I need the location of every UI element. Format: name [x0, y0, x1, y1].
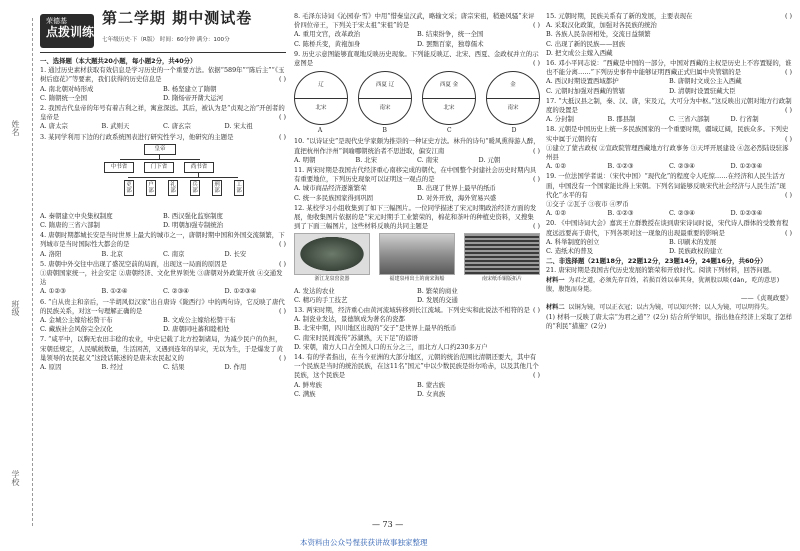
q8-option-b: B. 结束纷争，统一全国 — [417, 30, 484, 39]
q7-stem: 7. “咸平中，以胸无农田丰稔的农业，中史记载了北方控制诸局，为减少民户的负担，宋朝廷规定，人民赋税数量，生活困苦，又遇到连年的旱灾，无以为生，于是爆发了黄巢领导的农民起义”这段话陈述的是唐末农民起义的 — [40, 335, 283, 362]
q18-option-a: A. ①② — [546, 162, 567, 171]
q9-stem: 9. 历史示意图能够直观地反映历史现象。下列能反映辽、北宋、西夏、金政权并立的示意图是 — [294, 49, 539, 68]
q1-option-d: D. 隋炀帝开凿大运河 — [163, 93, 224, 102]
q21-material-1-source: ——《贞观政要》 — [740, 294, 792, 303]
q16-option-c: C. 元朝时加强对西藏的管辖 — [546, 86, 626, 95]
q14-option-b: B. 蒙古族 — [417, 380, 445, 389]
q3-option-a: A. 秦朝建立中央集权制度 — [40, 211, 113, 220]
q6-answer-slot: ( ) — [278, 306, 286, 315]
q3-stem: 3. 某同学利用下边的行政系统图表进行研究性学习，他研究的主题是 — [40, 132, 234, 141]
q9-d-bottom: 南宋 — [507, 105, 519, 112]
q20-option-c: C. 造纸术的普及 — [546, 247, 594, 256]
q17-option-a: A. 分封制 — [546, 115, 574, 124]
q12-caption-1: 浙江龙泉窑瓷器 — [314, 276, 350, 283]
q4-answer-slot: ( ) — [278, 240, 286, 249]
q19-option-b: B. ①②③ — [607, 209, 634, 218]
question-5 — [40, 260, 286, 297]
q14-option-c: C. 满族 — [294, 389, 316, 398]
q4-stem: 4. 唐朝时期都城长安是当时世界上最大的城市之一，唐朝时期中国和外国交流频繁，下列城市是当时国际性大都会的是 — [40, 231, 285, 249]
q13-option-d: D. 宋朝，南方人口占全国人口的五分之三，而北方人口约230多万户 — [294, 342, 488, 351]
question-8 — [294, 12, 540, 49]
q13-option-c: C. 南宋时民间流传“苏湖熟，天下足”的谚语 — [294, 333, 418, 342]
q21-material-2-text: 以铜为镜，可以正衣冠；以古为镜，可以知兴替；以人为镜，可以明得失。 — [568, 304, 773, 312]
q18-answer-slot: ( ) — [784, 134, 792, 143]
diagram-shangshu-box: 尚书省 — [184, 162, 214, 173]
q18-option-c: C. ②③④ — [669, 162, 695, 171]
q14-stem: 14. 有的学者指出，在当今亚洲的大部分地区，元朝的统治范围比清朝还要大，其中有一个民族是当时的统治民族，在这11名“国元”中以少数民族是纷尔哈赤，以及其他几个民族，这个民族是 — [294, 353, 539, 380]
q4-option-b: B. 北京 — [101, 249, 124, 258]
q9-d-top: 金 — [510, 82, 516, 89]
q20-option-a: A. 科举制度的创立 — [546, 237, 600, 246]
q17-option-b: B. 郡县制 — [607, 115, 636, 124]
q3-admin-system-diagram — [40, 144, 286, 210]
q3-option-d: D. 明朝加强专制统治 — [163, 221, 224, 230]
diagram-gongbu-box: 工部 — [234, 180, 244, 196]
question-21 — [546, 266, 792, 330]
q10-answer-slot: ( ) — [532, 146, 540, 155]
ancient-ship-image — [379, 233, 455, 275]
q19-option-a: A. ①② — [546, 209, 567, 218]
q20-answer-slot: ( ) — [784, 228, 792, 237]
q6-stem: 6. “自从贵主和亲后，一半胡风似汉家”出自唐诗《陇西行》中的两句诗，它反映了唐代的民族关系，对这一句理解正确的是 — [40, 297, 285, 315]
q5-option-b: B. ①②④ — [101, 287, 128, 296]
q7-answer-slot: ( ) — [278, 353, 286, 362]
q4-option-d: D. 长安 — [224, 249, 247, 258]
q1-option-c: C. 隋朝统一全国 — [40, 93, 88, 102]
q12-option-a: A. 发达的农业 — [294, 286, 335, 295]
q16-stem: 16. 邓小平同志说：“西藏是中国的一部分，中国对西藏的主权是历史上不容置疑的，谁也不能分离……”下列历史事件中能够证明西藏正式归属中央管辖的是 — [546, 59, 792, 77]
q18-option-d: D. ①②③④ — [730, 162, 763, 171]
q2-option-d: D. 宋太祖 — [224, 122, 253, 131]
q19-option-d: D. ①②③④ — [730, 209, 763, 218]
q8-option-a: A. 重用文官，改革政治 — [294, 30, 361, 39]
q10-option-d: D. 元朝 — [478, 155, 501, 164]
q11-option-c: C. 统一多民族国家得到巩固 — [294, 193, 374, 202]
q16-option-d: D. 清朝时设置驻藏大臣 — [669, 86, 736, 95]
q21-subquestion-1: (1) 材料一反映了唐太宗“为君之道”？(2分) 结合所学知识，指出他在经济上采取了怎样的“利民”措施？(2分) — [546, 312, 792, 330]
q15-answer-slot: ( ) — [784, 12, 792, 20]
q8-answer-slot: ( ) — [532, 21, 540, 30]
q11-option-b: B. 出现了世界上最早的纸币 — [417, 184, 497, 193]
q17-answer-slot: ( ) — [784, 106, 792, 115]
q10-option-c: C. 南宋 — [417, 155, 439, 164]
diagram-hubu-box: 户部 — [146, 180, 156, 196]
q7-option-c: C. 结果 — [163, 363, 185, 372]
question-19 — [546, 172, 792, 218]
q9-b-bottom: 南宋 — [379, 105, 391, 112]
question-14 — [294, 353, 540, 399]
footer-note: 本资料由公众号惺获获讲故事独家整理 — [300, 538, 428, 547]
diagram-libu2-box: 礼部 — [168, 180, 178, 196]
question-20 — [546, 219, 792, 256]
diagram-line — [128, 177, 238, 178]
q11-answer-slot: ( ) — [532, 175, 540, 184]
q15-stem: 15. 元朝时期，民族关系有了新的发展，主要表现在 — [546, 12, 693, 20]
column-right — [546, 12, 792, 332]
q9-c-bottom: 北宋 — [443, 105, 455, 112]
q7-option-a: A. 原因 — [40, 363, 62, 372]
q18-option-b: B. ①②③ — [607, 162, 634, 171]
q9-c-top: 西夏 金 — [439, 82, 459, 89]
q12-stem: 12. 某校学习小组收集到了如下三幅图片。一位同学描述了宋元时期政治经济方面的发展，他收集图片依据的是“宋元时期手工业繁荣的，棉花和茶叶的种植史资料，又搜集到了下面三幅图片，这些材料反映的共同主题是 — [294, 203, 537, 231]
binding-line — [32, 18, 33, 526]
q5-option-d: D. ①②③④ — [224, 287, 257, 296]
q15-option-b: B. 各族人民杂居相处，交流日益频繁 — [546, 30, 651, 39]
q19-option-c: C. ②③④ — [669, 209, 695, 218]
q3-option-b: B. 西汉强化监察制度 — [163, 211, 223, 220]
q7-option-b: B. 经过 — [101, 363, 124, 372]
celadon-bowl-image — [294, 233, 370, 275]
q1-option-b: B. 杨坚建立了隋朝 — [163, 84, 217, 93]
q10-option-b: B. 北宋 — [355, 155, 378, 164]
q3-option-c: C. 隋唐的三省六部制 — [40, 221, 100, 230]
q2-stem: 2. 我国古代皇帝的年号有着吉利之祥，寓意深远。其后，被认为是“贞观之治”开创者的皇帝是 — [40, 104, 285, 122]
q11-option-d: D. 对外开放，海外贸易兴盛 — [417, 193, 497, 202]
q11-stem: 11. 两宋时期是我国古代经济重心南移完成的朝代，在中国整个封建社会历史时期内具有重要地位，下列历史现象可以证明这一观点的是 — [294, 166, 537, 184]
q9-label-d: D — [511, 127, 517, 135]
question-13 — [294, 306, 540, 352]
q9-b-top: 西夏 辽 — [375, 82, 395, 89]
q15-option-c: C. 出现了新的民族——回族 — [546, 39, 626, 48]
q12-picture-ship — [379, 233, 455, 284]
question-1 — [40, 66, 286, 103]
question-3 — [40, 133, 286, 231]
q20-option-d: D. 民族政权的建立 — [669, 247, 723, 256]
q3-answer-slot: ( ) — [278, 132, 286, 141]
q9-diagram-d — [486, 71, 540, 125]
diagram-emperor-box: 皇帝 — [144, 144, 176, 155]
q12-caption-2: 福建泉州出土的南宋海船 — [389, 276, 445, 283]
section-1-heading: 一、选择题（本大题共20小题，每小题2分，共40分） — [40, 57, 197, 65]
q21-material-1-text: 为君之道，必须先存百姓，若损百姓以奉其身，犹割股以啖(dàn, 吃的意思)腹，腹饱而身毙。 — [546, 276, 780, 293]
q14-option-a: A. 鲜卑族 — [294, 380, 322, 389]
question-6 — [40, 298, 286, 335]
q4-option-a: A. 洛阳 — [40, 249, 62, 258]
q18-stem: 18. 元朝是中国历史上统一多民族国家的一个重要时期，疆域辽阔，民族众多。下列史实中属于元朝的有 — [546, 125, 789, 143]
q16-option-a: A. 西汉时期设置西域都护 — [546, 77, 619, 86]
q12-caption-3: 南宋纸币铜版拓片 — [481, 276, 522, 283]
school-label: 学校 — [11, 470, 20, 486]
q1-stem: 1. 通过历史素材获取有效信息是学习历史的一个重要方法。依据“589年”“陈后主”“《玉树后庭花》”等要素，我们获得的历史信息是 — [40, 66, 285, 84]
q8-option-d: D. 罢黜百家，独尊儒术 — [417, 39, 484, 48]
q13-stem: 13. 两宋时期，经济重心由黄河流域转移到长江流域。下列史实和此说法不相符的是 — [294, 306, 530, 315]
publisher-logo — [40, 14, 94, 48]
q2-option-b: B. 武则天 — [101, 122, 130, 131]
q10-stem: 10. “以诗证史”是现代史学家颇为推崇的一种证史方法。林升的诗句“暖风熏得游人醉，直把杭州作汴州”讽喻哪朝统治者不思进取，偏安江南 — [294, 137, 540, 155]
question-17 — [546, 97, 792, 125]
q6-option-b: B. 文成公主嫁给松赞干布 — [163, 316, 236, 325]
q17-option-d: D. 行省制 — [730, 115, 759, 124]
q2-option-c: C. 唐玄宗 — [163, 122, 191, 131]
q15-option-d: D. 把文成公主嫁入西藏 — [546, 48, 613, 57]
q6-option-a: A. 金城公主嫁给松赞干布 — [40, 316, 113, 325]
exam-subtitle: 七年级历史·下（R版） 时间：60分钟 满分：100分 — [102, 37, 230, 43]
question-7 — [40, 335, 286, 372]
q13-answer-slot: ( ) — [532, 306, 540, 315]
q9-label-c: C — [447, 127, 452, 135]
q1-answer-slot: ( ) — [278, 75, 286, 84]
question-11 — [294, 166, 540, 203]
q2-option-a: A. 唐太宗 — [40, 122, 68, 131]
q19-items: ①交子 ②瓦子 ③夜市 ④罗币 — [546, 200, 629, 209]
q20-option-b: B. 印刷术的发展 — [669, 237, 717, 246]
q9-diagram-a — [294, 71, 348, 125]
q9-diagram-c — [422, 71, 476, 125]
class-label: 班级 — [11, 300, 20, 316]
q13-option-b: B. 北宋中期，四川地区出现的“交子”是世界上最早的纸币 — [294, 324, 457, 333]
diagram-menxia-box: 门下省 — [144, 162, 174, 173]
q7-option-d: D. 作用 — [224, 363, 247, 372]
binding-margin — [0, 0, 38, 551]
q20-stem: 20. 《中国诗词大会》嘉宾王立群教授在谈到唐宋诗词时说，宋代诗人群体的受教育程度远远要高于唐代，下列各项对这一现象的出现最重要的影响是 — [546, 219, 789, 237]
q15-option-a: A. 采取汉化政策，加强对各民族的统治 — [546, 21, 657, 30]
question-4 — [40, 231, 286, 259]
q9-regime-diagrams — [294, 71, 540, 125]
q16-answer-slot: ( ) — [784, 68, 792, 77]
q21-stem: 21. 唐宋时期是我国古代历史发展的繁荣和开放时代。阅读下列材料，回答问题。 — [546, 266, 776, 275]
q4-option-c: C. 南京 — [163, 249, 185, 258]
logo-main-text: 点拨训练 — [46, 25, 95, 39]
diagram-libu-box: 吏部 — [124, 180, 134, 196]
q21-material-2-label: 材料二 — [546, 304, 565, 312]
q13-option-a: A. 制瓷业发达，景德镇成为著名的瓷都 — [294, 315, 405, 324]
question-18 — [546, 125, 792, 171]
section-2-heading: 二、非选择题（21题18分，22题12分，23题14分，24题16分，共60分） — [546, 257, 767, 266]
q5-items: ①唐朝国家统一，社会安定 ②唐朝经济、文化世界领先 ③唐朝对外政策开放 ④交通发达 — [40, 269, 283, 287]
q11-option-a: A. 城市商品经济逐渐繁荣 — [294, 184, 367, 193]
question-2 — [40, 104, 286, 132]
paper-money-plate-image — [464, 233, 540, 275]
name-label: 姓名 — [11, 120, 20, 136]
q14-option-d: D. 女真族 — [417, 389, 446, 398]
q12-pictures — [294, 233, 540, 284]
page-number: — 73 — — [372, 520, 404, 529]
q21-material-1-label: 材料一 — [546, 276, 565, 284]
q9-diagram-b — [358, 71, 412, 125]
column-left — [40, 9, 286, 373]
q9-a-bottom: 北宋 — [315, 105, 327, 112]
q16-option-b: B. 唐朝时文成公主入西藏 — [669, 77, 742, 86]
question-16 — [546, 59, 792, 96]
q6-option-d: D. 唐朝同吐蕃和睦相处 — [163, 325, 230, 334]
exam-header — [40, 9, 286, 53]
logo-top-text: 荣德基 — [46, 17, 67, 25]
q5-option-a: A. ①②③ — [40, 287, 66, 296]
q9-label-b: B — [382, 127, 387, 135]
q9-answer-slot: ( ) — [532, 59, 540, 68]
q8-option-c: C. 陈桥兵变，黄袍加身 — [294, 39, 361, 48]
q2-answer-slot: ( ) — [278, 113, 286, 122]
q18-items: ①建立了蒙古政权 ②宣政院管理西藏地方行政事务 ③天坪开展建设 ④忽必烈陆设驻涿州县 — [546, 143, 789, 162]
q9-label-a: A — [317, 127, 323, 135]
q5-answer-slot: ( ) — [278, 259, 286, 268]
diagram-xingbu-box: 刑部 — [212, 180, 222, 196]
question-9 — [294, 50, 540, 136]
question-10 — [294, 137, 540, 165]
q5-option-c: C. ②③④ — [163, 287, 189, 296]
q12-option-d: D. 发展的交通 — [417, 295, 458, 304]
q12-picture-celadon — [294, 233, 370, 284]
q8-stem: 8. 毛泽东诗词《沁园春·雪》中用“惜秦皇汉武，略输文采；唐宗宋祖，稍逊风骚”来评价四位帝王，下列关于宋太祖“宋祖”的是 — [294, 12, 535, 30]
question-15 — [546, 12, 792, 58]
q14-answer-slot: ( ) — [532, 371, 540, 380]
q17-option-c: C. 三省六部制 — [669, 115, 710, 124]
diagram-bingbu-box: 兵部 — [190, 180, 200, 196]
q12-answer-slot: ( ) — [532, 222, 540, 231]
q19-answer-slot: ( ) — [784, 190, 792, 199]
q17-stem: 17. “大抵汉县之制，秦、汉、唐，宋及元，大可分为中枢。”这反映出元朝对地方行政制度的设置是 — [546, 96, 792, 115]
exam-title: 第二学期 期中测试卷 — [102, 9, 253, 27]
q9-a-top: 辽 — [318, 82, 324, 89]
q6-option-c: C. 藏族社会风俗完全汉化 — [40, 325, 113, 334]
q12-option-b: B. 繁荣的商业 — [417, 286, 458, 295]
q12-option-c: C. 精巧的手工技艺 — [294, 295, 348, 304]
q10-option-a: A. 明朝 — [294, 155, 316, 164]
q12-picture-banknote — [464, 233, 540, 284]
diagram-zhongshu-box: 中书省 — [104, 162, 134, 173]
diagram-line — [120, 159, 200, 160]
column-middle — [294, 12, 540, 400]
q19-stem: 19. 一位法国学者说：（宋代中国）“现代化”的程度令人吃惊……在经济和人民生活方面，中国没有一个国家能比得上宋朝。下列名词能够反映宋代社会经济与人民生活“现代化”水平的有 — [546, 172, 786, 199]
q1-option-a: A. 南北朝对峙形成 — [40, 84, 94, 93]
q5-stem: 5. 唐朝中外交往中出现了盛况空前的局面，出现这一局面的原因是 — [40, 259, 228, 268]
question-12 — [294, 204, 540, 305]
